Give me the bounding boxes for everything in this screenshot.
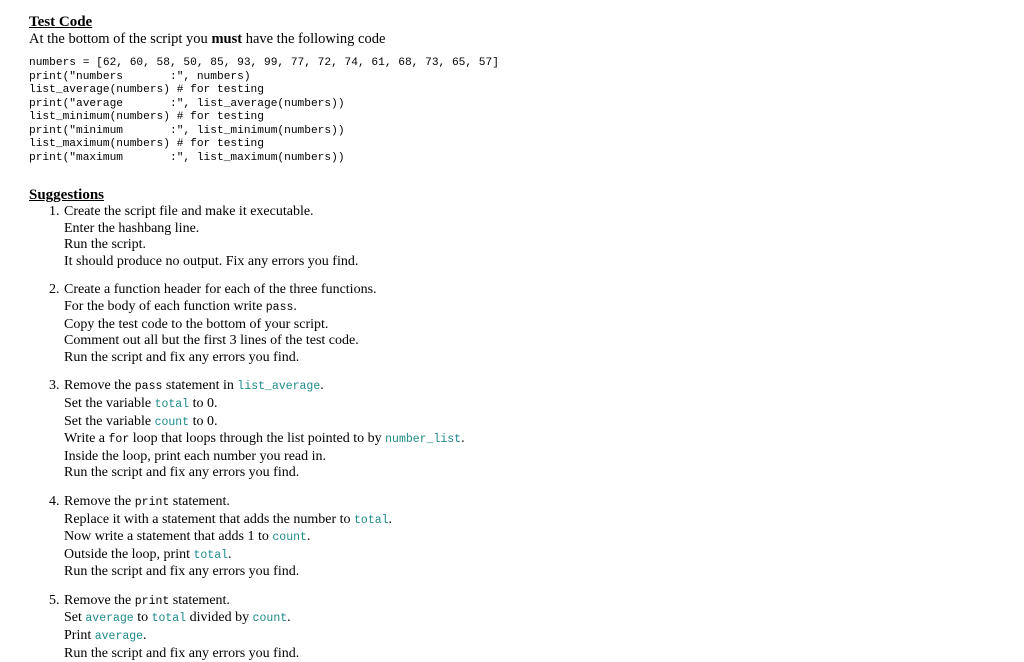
suggestion-step-1 <box>29 204 1024 270</box>
step-text: Replace it with a statement that adds the number to <box>64 511 355 527</box>
inline-variable: average <box>85 612 134 626</box>
step-text: to <box>133 610 152 626</box>
inline-code: print <box>134 594 170 608</box>
step-text: Outside the loop, print <box>64 546 194 562</box>
step-line <box>64 414 1024 432</box>
step-text: Run the script and fix any errors you find. <box>64 564 300 580</box>
step-text: divided by <box>186 610 253 626</box>
inline-variable: average <box>94 630 144 644</box>
step-number: 5. <box>49 592 60 608</box>
step-text: Enter the hashbang line. <box>64 220 200 236</box>
step-text: . <box>143 628 147 644</box>
step-text: Inside the loop, print each number you read in. <box>64 448 327 464</box>
step-number: 3. <box>49 378 60 394</box>
step-text: Run the script. <box>64 237 147 253</box>
step-line <box>64 449 1024 466</box>
step-text: . <box>461 431 465 447</box>
step-line <box>64 282 1024 299</box>
suggestion-step-4 <box>29 494 1024 581</box>
step-line <box>64 646 1024 662</box>
inline-variable: list_average <box>237 380 321 394</box>
inline-code: print <box>134 495 170 509</box>
code-line: print("maximum :", list_maximum(numbers)) <box>29 151 345 164</box>
step-text: . <box>306 529 311 545</box>
inline-variable: total <box>354 513 389 527</box>
step-text: . <box>293 298 297 314</box>
step-text: to 0. <box>189 395 218 411</box>
step-text: Run the script and fix any errors you find. <box>64 349 300 365</box>
step-text: Remove the <box>64 592 135 608</box>
step-text: Create the script file and make it executable. <box>64 204 314 219</box>
suggestion-step-5 <box>29 593 1024 662</box>
inline-variable: number_list <box>385 433 462 447</box>
inline-code: pass <box>265 300 294 314</box>
step-line <box>64 350 1024 367</box>
step-number: 1. <box>49 204 60 219</box>
step-line <box>64 610 1024 628</box>
code-line: print("numbers :", numbers) <box>29 70 251 83</box>
step-text: . <box>287 610 291 626</box>
step-line <box>64 628 1024 646</box>
inline-code: pass <box>134 380 163 394</box>
test-code-heading: Test Code <box>29 14 93 30</box>
suggestions-list <box>29 204 1024 662</box>
step-text: Print <box>64 628 95 644</box>
code-line: list_maximum(numbers) # for testing <box>29 138 264 150</box>
step-line <box>64 378 1024 396</box>
test-code-intro <box>29 31 1024 48</box>
step-text: Now write a statement that adds 1 to <box>64 529 273 545</box>
step-text: statement. <box>169 592 230 608</box>
step-text: Write a <box>64 431 109 447</box>
step-line <box>64 431 1024 449</box>
step-text: statement. <box>169 493 230 509</box>
step-text: loop that loops through the list pointed to by <box>129 431 386 447</box>
step-text: Comment out all but the first 3 lines of the test code. <box>64 333 359 349</box>
step-line <box>64 494 1024 512</box>
step-number: 4. <box>49 493 60 509</box>
step-line <box>64 237 1024 254</box>
step-line <box>64 512 1024 530</box>
step-line <box>64 221 1024 238</box>
step-text: Set the variable <box>64 413 155 429</box>
step-line <box>64 204 1024 221</box>
inline-variable: count <box>252 612 288 626</box>
inline-variable: total <box>154 397 190 411</box>
code-line: numbers = [62, 60, 58, 50, 85, 93, 99, 77, 72, 74, 61, 68, 73, 65, 57] <box>29 57 499 69</box>
step-text: Remove the <box>64 493 135 509</box>
intro-text-1: At the bottom of the script you <box>29 31 212 47</box>
intro-text-2: have the following code <box>242 31 386 47</box>
code-line: print("average :", list_average(numbers)) <box>29 97 345 110</box>
step-line <box>64 254 1024 271</box>
step-text: . <box>388 511 393 527</box>
step-line <box>64 547 1024 565</box>
step-text: Remove the <box>64 378 135 394</box>
step-line <box>64 465 1024 482</box>
test-code-block <box>29 57 1024 165</box>
step-text: Run the script and fix any errors you find. <box>64 645 300 661</box>
step-text: statement in <box>162 378 238 394</box>
step-text: It should produce no output. Fix any errors you find. <box>64 253 359 269</box>
code-line: list_average(numbers) # for testing <box>29 84 264 96</box>
step-line <box>64 564 1024 581</box>
inline-variable: count <box>154 415 190 429</box>
step-text: Set the variable <box>64 395 155 411</box>
step-text: Create a function header for each of the three functions. <box>64 282 377 298</box>
step-text: Copy the test code to the bottom of your script. <box>64 316 329 332</box>
inline-variable: count <box>272 531 307 545</box>
code-line: print("minimum :", list_minimum(numbers)) <box>29 124 345 137</box>
step-line <box>64 396 1024 414</box>
step-line <box>64 529 1024 547</box>
intro-emphasis: must <box>211 31 243 47</box>
code-line: list_minimum(numbers) # for testing <box>29 111 264 123</box>
inline-variable: total <box>151 612 187 626</box>
step-text: Run the script and fix any errors you find. <box>64 465 300 481</box>
suggestions-heading: Suggestions <box>29 187 105 203</box>
suggestion-step-2 <box>29 282 1024 366</box>
step-text: Set <box>64 610 86 626</box>
step-line <box>64 317 1024 334</box>
suggestion-step-3 <box>29 378 1024 482</box>
step-text: . <box>320 378 324 394</box>
step-text: For the body of each function write <box>64 298 266 314</box>
step-line <box>64 593 1024 611</box>
step-text: . <box>228 546 232 562</box>
inline-code: for <box>108 433 130 447</box>
inline-variable: total <box>193 548 229 562</box>
step-line <box>64 333 1024 350</box>
step-text: to 0. <box>189 413 218 429</box>
step-line <box>64 299 1024 317</box>
step-number: 2. <box>49 282 60 298</box>
